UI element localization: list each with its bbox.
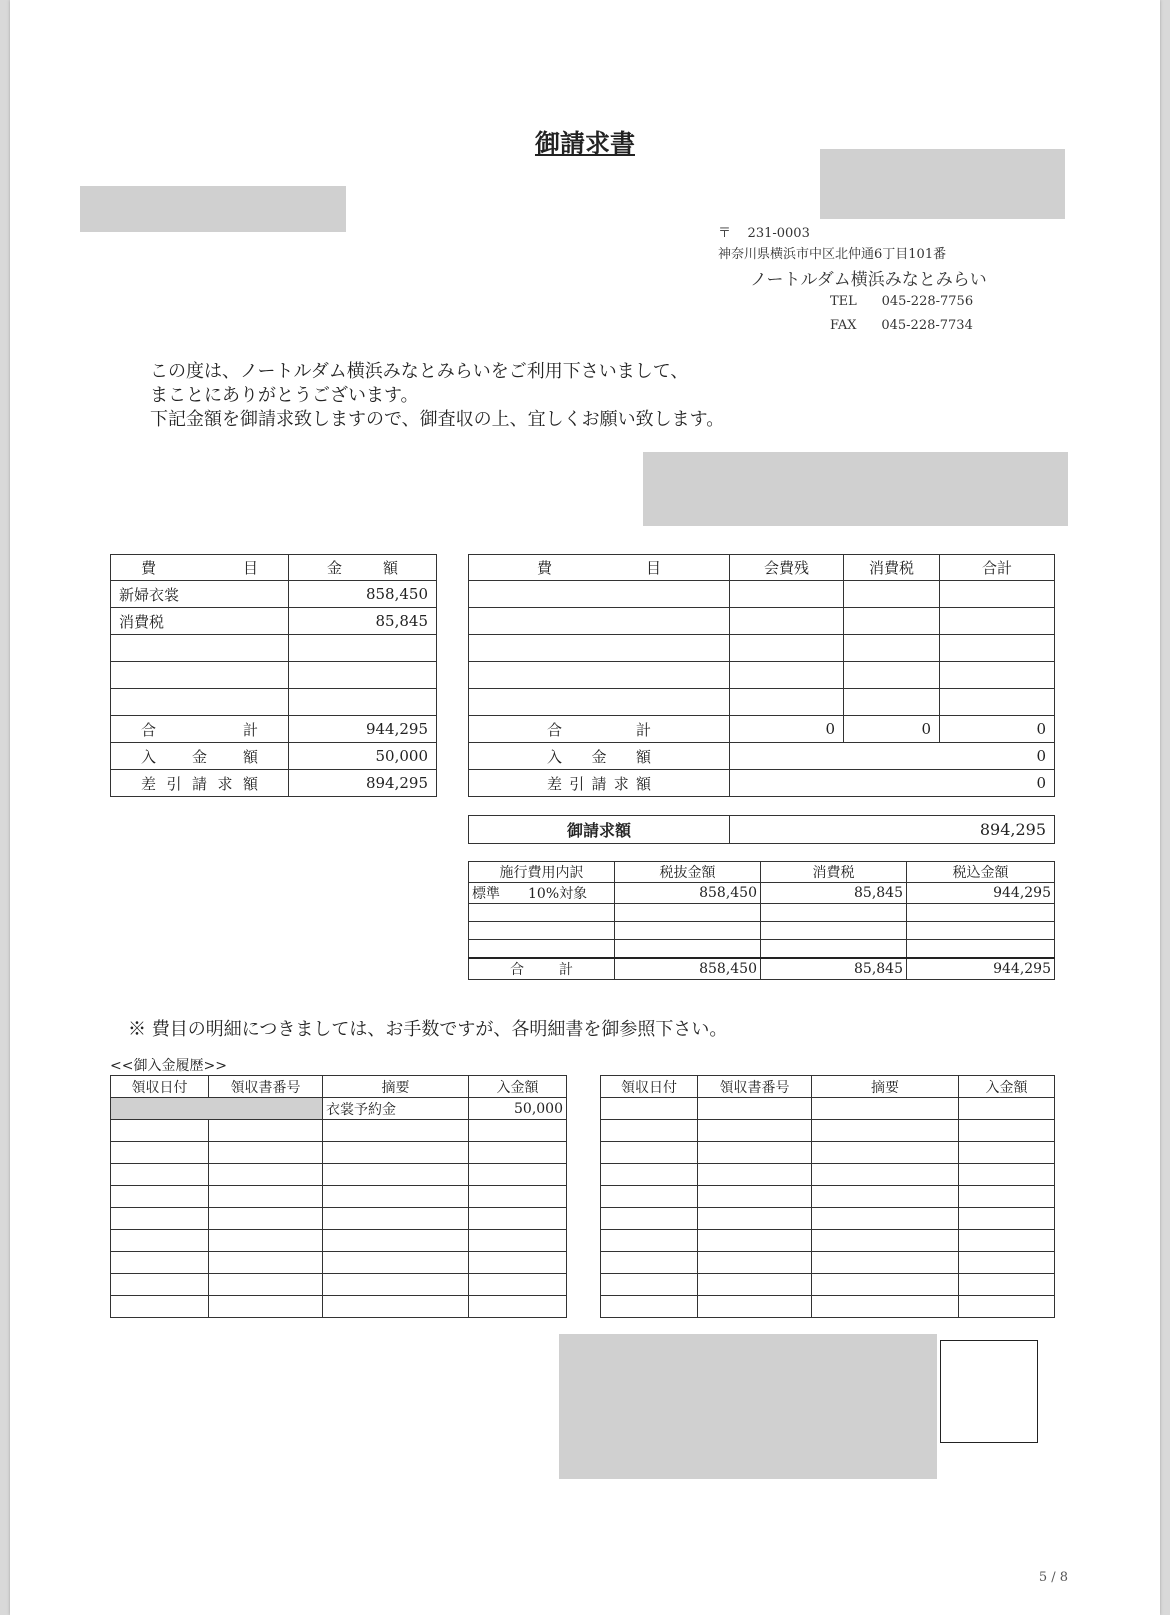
table-row (111, 1142, 567, 1164)
table-row (469, 689, 1055, 716)
deposit-row (111, 743, 437, 770)
table-row (469, 608, 1055, 635)
history-amount: 50,000 (469, 1098, 567, 1120)
table-row (601, 1164, 1055, 1186)
table-row (601, 1230, 1055, 1252)
header-item: 費 目 (111, 555, 289, 581)
table-row (601, 1296, 1055, 1318)
total-label: 合 計 (469, 716, 730, 743)
redacted-recipient (80, 186, 346, 232)
postal-line (718, 222, 810, 241)
table-row (469, 940, 1055, 958)
balance-amount: 0 (730, 770, 1055, 797)
balance-row (469, 770, 1055, 797)
fee-item: 消費税 (111, 608, 289, 635)
payment-history-left (110, 1075, 567, 1318)
header-col: 税抜金額 (615, 862, 761, 883)
table-row (601, 1142, 1055, 1164)
total-excl: 858,450 (615, 958, 761, 980)
total-row (469, 958, 1055, 980)
table-row (601, 1120, 1055, 1142)
greeting (150, 360, 724, 432)
history-summary: 衣裳予約金 (323, 1098, 469, 1120)
payment-history-right (600, 1075, 1055, 1318)
issuer-name: ノートルダム横浜みなとみらい (750, 270, 987, 290)
fee-amount: 85,845 (289, 608, 437, 635)
header-col: 摘要 (323, 1076, 469, 1098)
deposit-label: 入 金 額 (111, 743, 289, 770)
deposit-row (469, 743, 1055, 770)
header-col: 領収日付 (601, 1076, 698, 1098)
header-col: 施行費用内訳 (469, 862, 615, 883)
table-row (469, 581, 1055, 608)
total-row (469, 716, 1055, 743)
page-number: 5 / 8 (1038, 1570, 1068, 1585)
header-col: 入金額 (959, 1076, 1055, 1098)
table-row (111, 1296, 567, 1318)
page-title: 御請求書 (534, 129, 635, 158)
payment-history-label: <<御入金履歴>> (110, 1058, 227, 1074)
amount-incl-tax: 944,295 (907, 883, 1055, 904)
redacted-info (643, 452, 1068, 526)
fax-label: FAX (830, 318, 857, 333)
redacted-date (111, 1098, 209, 1120)
tel-line (830, 294, 973, 309)
fee-amount: 858,450 (289, 581, 437, 608)
greeting-line: まことにありがとうございます。 (150, 385, 419, 406)
total-sum: 0 (940, 716, 1055, 743)
total-label: 合 計 (469, 958, 615, 980)
deposit-amount: 50,000 (289, 743, 437, 770)
table-row (111, 581, 437, 608)
amount-excl-tax: 858,450 (615, 883, 761, 904)
table-row (601, 1274, 1055, 1296)
table-row (601, 1252, 1055, 1274)
table-row (111, 1274, 567, 1296)
table-row (111, 1098, 567, 1120)
table-row (111, 1120, 567, 1142)
table-row (469, 635, 1055, 662)
redacted-bank-info (559, 1334, 937, 1479)
table-row (111, 1252, 567, 1274)
total-tax: 0 (844, 716, 940, 743)
table-row (111, 662, 437, 689)
balance-label: 差 引 請 求 額 (111, 770, 289, 797)
total-label: 合 計 (111, 716, 289, 743)
deposit-amount: 0 (730, 743, 1055, 770)
fee-item: 新婦衣裳 (111, 581, 289, 608)
table-row (111, 1186, 567, 1208)
tel-label: TEL (830, 294, 857, 309)
deposit-label: 入 金 額 (469, 743, 730, 770)
issuer-address: 神奈川県横浜市中区北仲通6丁目101番 (718, 247, 947, 262)
total-incl: 944,295 (907, 958, 1055, 980)
total-tax: 85,845 (761, 958, 907, 980)
redacted-receipt-no (209, 1098, 323, 1120)
invoice-amount-label: 御請求額 (469, 816, 730, 844)
table-row (111, 608, 437, 635)
header-col: 領収書番号 (698, 1076, 812, 1098)
fax-line (830, 318, 973, 333)
header-col: 税込金額 (907, 862, 1055, 883)
header-col: 会費残 (730, 555, 844, 581)
left-fee-table (110, 554, 437, 797)
tax-breakdown-table (468, 861, 1055, 980)
table-row (469, 922, 1055, 940)
header-col: 領収日付 (111, 1076, 209, 1098)
header-col: 消費税 (844, 555, 940, 581)
fax-number: 045-228-7734 (881, 318, 973, 333)
header-item: 費 目 (469, 555, 730, 581)
tax-amount: 85,845 (761, 883, 907, 904)
header-col: 消費税 (761, 862, 907, 883)
total-amount: 944,295 (289, 716, 437, 743)
table-row (601, 1186, 1055, 1208)
redacted-logo (820, 149, 1065, 219)
header-amount: 金 額 (289, 555, 437, 581)
header-col: 領収書番号 (209, 1076, 323, 1098)
postal-code: 231-0003 (747, 226, 810, 241)
invoice-amount-box (468, 815, 1055, 844)
greeting-line: この度は、ノートルダム横浜みなとみらいをご利用下さいまして、 (150, 361, 689, 382)
balance-amount: 894,295 (289, 770, 437, 797)
table-row (111, 1230, 567, 1252)
table-row (601, 1098, 1055, 1120)
header-col: 摘要 (812, 1076, 959, 1098)
total-balance: 0 (730, 716, 844, 743)
table-row (469, 883, 1055, 904)
table-row (111, 689, 437, 716)
postal-mark: 〒 (718, 226, 732, 241)
header-col: 合計 (940, 555, 1055, 581)
balance-row (111, 770, 437, 797)
greeting-line: 下記金額を御請求致しますので、御査収の上、宜しくお願い致します。 (150, 409, 725, 430)
invoice-page (10, 0, 1160, 1615)
table-row (111, 1208, 567, 1230)
table-row (601, 1208, 1055, 1230)
tax-category: 標準 10%対象 (469, 883, 615, 904)
table-row (111, 635, 437, 662)
right-fee-table (468, 554, 1055, 797)
invoice-amount-value: 894,295 (730, 816, 1055, 844)
seal-box (940, 1340, 1038, 1443)
total-row (111, 716, 437, 743)
header-col: 入金額 (469, 1076, 567, 1098)
table-row (469, 904, 1055, 922)
table-row (111, 1164, 567, 1186)
tel-number: 045-228-7756 (881, 294, 974, 309)
balance-label: 差 引 請 求 額 (469, 770, 730, 797)
table-row (469, 662, 1055, 689)
detail-note: ※ 費目の明細につきましては、お手数ですが、各明細書を御参照下さい。 (128, 1019, 728, 1040)
